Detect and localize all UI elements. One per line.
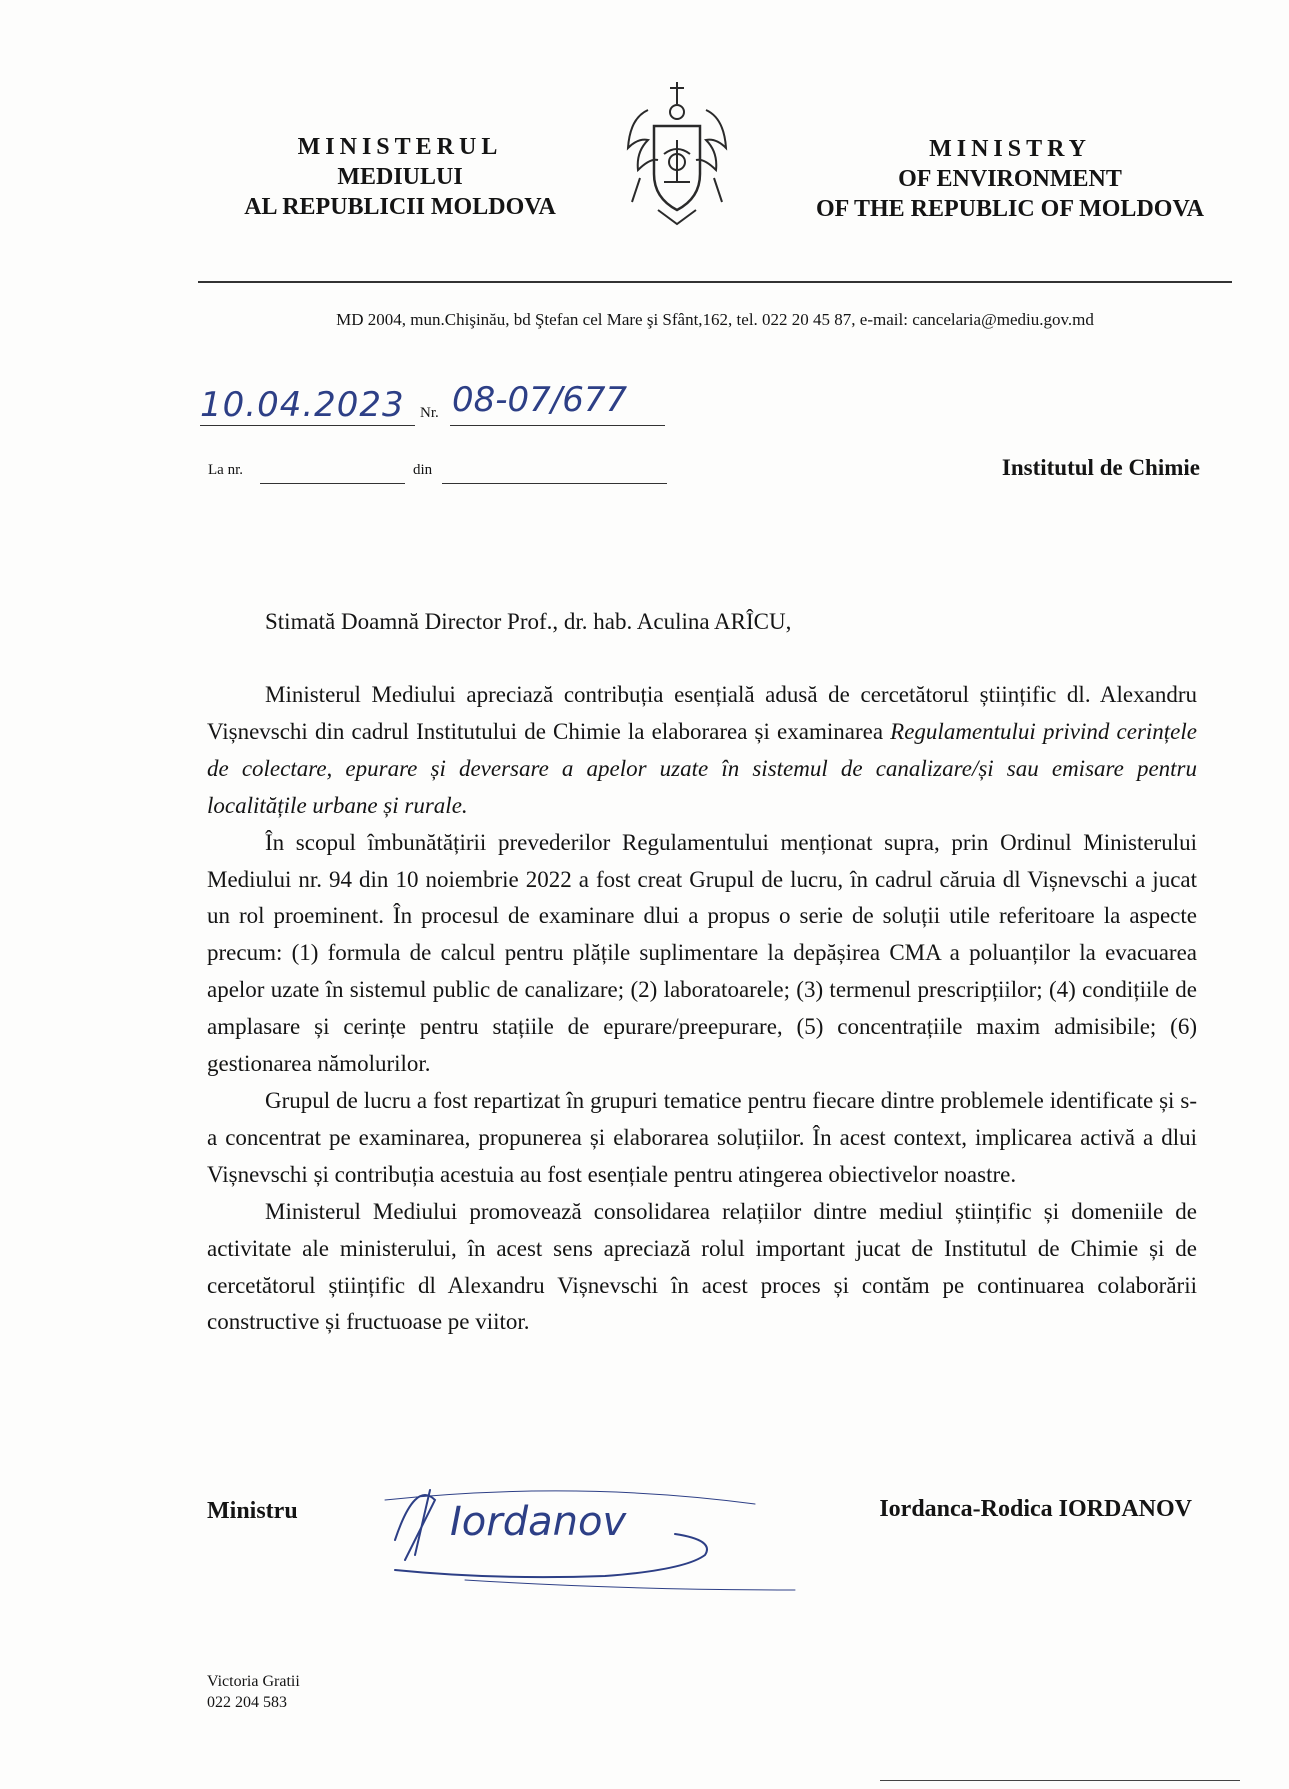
header-left-line-2: MEDIULUI xyxy=(337,164,463,190)
salutation: Stimată Doamnă Director Prof., dr. hab. Aculina ARÎCU, xyxy=(265,609,792,634)
header-right-line-2: OF ENVIRONMENT xyxy=(898,166,1122,192)
paragraph-1-text: Ministerul Mediului apreciază contribuția esențială adusă de cercetătorul științific dl. Alexandru Vișnevschi din cadrul Institutului de Chimie la elaborarea și examinarea xyxy=(207,682,1197,744)
ministry-name-en xyxy=(780,134,1240,224)
registration-date-line xyxy=(200,425,415,426)
coat-of-arms-icon xyxy=(618,78,736,228)
reference-date-label: din xyxy=(413,462,433,478)
header-right-line-1: MINISTRY xyxy=(929,136,1091,162)
executor-phone: 022 204 583 xyxy=(207,1694,287,1711)
ministry-name-ro xyxy=(200,132,600,222)
recipient: Institutul de Chimie xyxy=(1001,455,1200,480)
registration-number-line xyxy=(450,425,665,426)
signatory-name: Iordanca-Rodica IORDANOV xyxy=(879,1496,1192,1522)
registration-number: 08-07/677 xyxy=(452,380,628,420)
reference-number-line xyxy=(260,483,405,484)
ministry-address: MD 2004, mun.Chişinău, bd Ştefan cel Mare şi Sfânt,162, tel. 022 20 45 87, e-mail: cancelaria@mediu.gov.md xyxy=(336,310,1094,329)
handwritten-signature xyxy=(375,1460,805,1600)
letter-body xyxy=(207,677,1197,1341)
paragraph-4: Ministerul Mediului promovează consolidarea relațiilor dintre mediul științific și domeniile de activitate ale ministerului, în acest sens apreciază rolul important jucat de Institutul de Chimie și de cercetătorul științific dl Alexandru Vișnevschi în acest proces și contăm pe continuarea colaborării constructive și fructuoase pe viitor. xyxy=(207,1198,1197,1335)
reference-number-label: La nr. xyxy=(208,462,243,478)
header-left-line-3: AL REPUBLICII MOLDOVA xyxy=(244,194,556,220)
header-left-line-1: MINISTERUL xyxy=(297,134,503,160)
header-right-line-3: OF THE REPUBLIC OF MOLDOVA xyxy=(815,196,1205,222)
registration-date: 10.04.2023 xyxy=(200,385,405,425)
paragraph-3: Grupul de lucru a fost repartizat în grupuri tematice pentru fiecare dintre problemele identificate și s-a concentrat pe examinarea, propunerea și elaborarea soluțiilor. În acest context, implicarea activă a dlui Vișnevschi și contribuția acestuia au fost esențiale pentru atingerea obiectivelor noastre. xyxy=(207,1087,1197,1187)
footer-line xyxy=(880,1780,1240,1781)
regulation-title: Regulamentului privind cerințele de colectare, epurare și deversare a apelor uzate în sistemul de canalizare/și sau emisare pentru localitățile urbane și rurale. xyxy=(207,718,1197,818)
reference-date-line xyxy=(442,483,667,484)
signatory-title: Ministru xyxy=(207,1498,298,1524)
signature-text: Iordanov xyxy=(450,1499,627,1545)
executor-name: Victoria Gratii xyxy=(207,1673,300,1690)
paragraph-1 xyxy=(207,677,1197,825)
paragraph-2: În scopul îmbunătățirii prevederilor Regulamentului menționat supra, prin Ordinul Ministerului Mediului nr. 94 din 10 noiembrie 2022 a fost creat Grupul de lucru, în cadrul căruia dl Vișnevschi a jucat un rol proeminent. În procesul de examinare dlui a propus o serie de soluții utile referitoare la aspecte precum: (1) formula de calcul pentru plățile suplimentare la depășirea CMA a poluanților la evacuarea apelor uzate în sistemul public de canalizare; (2) laboratoarele; (3) termenul prescripțiilor; (4) condițiile de amplasare și cerințe pentru stațiile de epurare/preepurare, (5) concentrațiile maxim admisibile; (6) gestionarea nămolurilor. xyxy=(207,829,1197,1077)
header-divider xyxy=(198,281,1232,283)
registration-number-label: Nr. xyxy=(420,405,439,421)
